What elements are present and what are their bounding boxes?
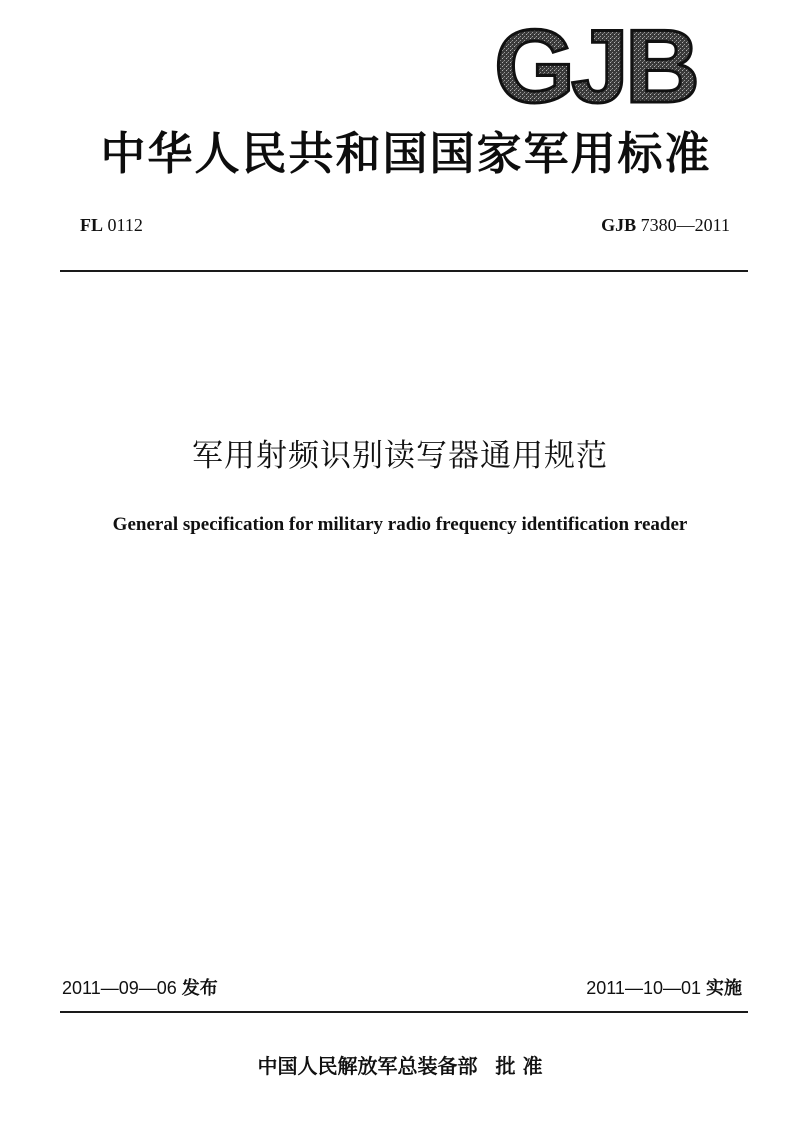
classification-code [80,214,143,236]
gjb-logo-text: GJB [494,20,696,112]
standard-number [601,214,730,236]
approval-label: 批 准 [495,1054,543,1078]
gjb-logo-graphic [484,20,706,112]
approver-organization: 中国人民解放军总装备部 [257,1054,478,1078]
standard-code: 7380—2011 [640,215,730,235]
gjb-logo [484,20,706,112]
issue-date [62,976,218,1001]
document-title-english: General specification for military radio frequency identification reader [112,514,688,535]
approval-line [0,1052,800,1080]
bottom-divider [60,1011,748,1013]
issuing-authority-title: 中华人民共和国国家军用标准 [100,127,712,180]
document-title-chinese: 军用射频识别读写器通用规范 [192,438,608,474]
classification-number: 0112 [107,215,143,235]
classification-prefix: FL [80,215,104,235]
effective-date-value: 2011—10—01 [586,978,701,998]
effective-date [586,976,742,1001]
standard-prefix: GJB [601,215,637,235]
issue-date-value: 2011—09—06 [62,978,177,998]
top-divider [60,270,748,272]
issue-label: 发布 [181,978,218,999]
effective-label: 实施 [706,978,742,999]
